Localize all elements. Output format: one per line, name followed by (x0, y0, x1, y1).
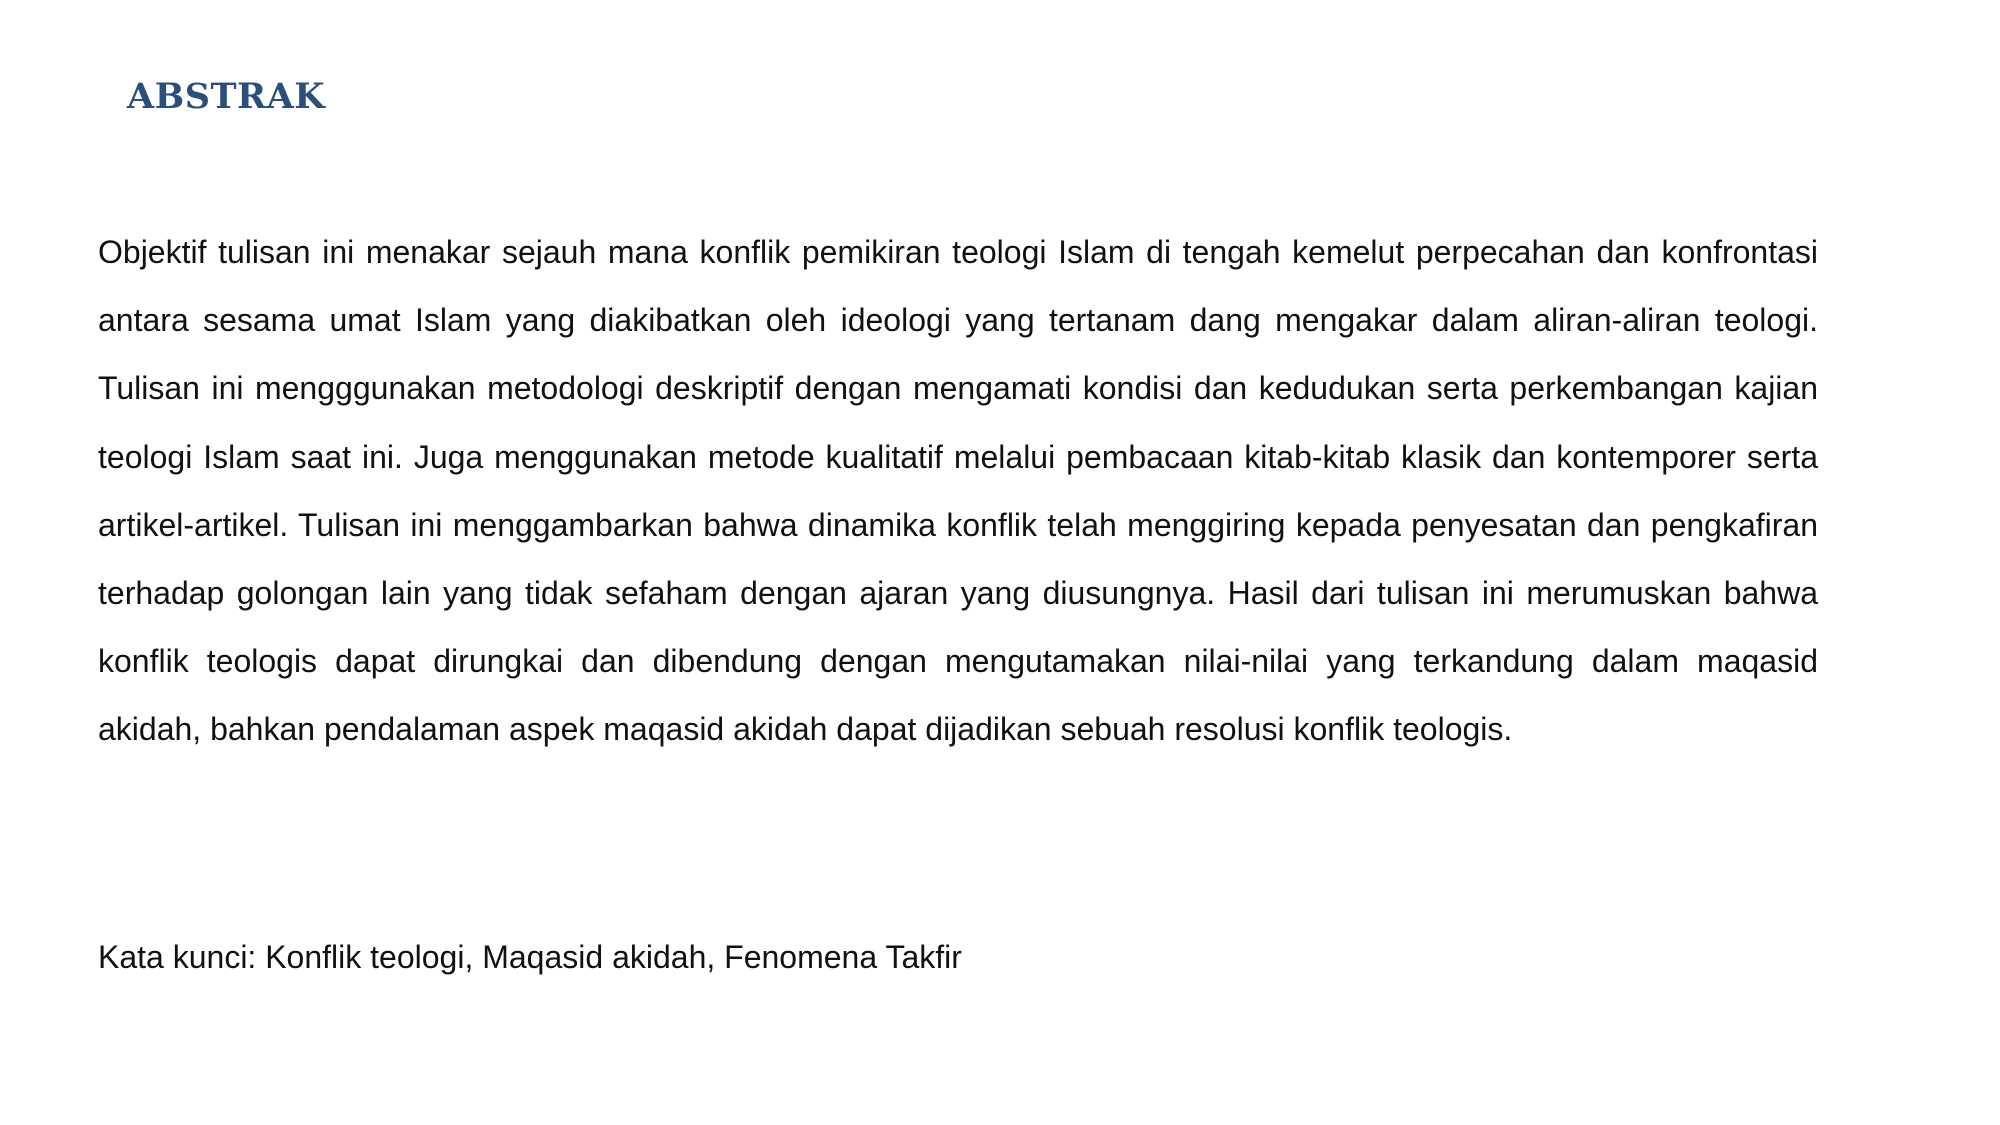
abstract-heading: ABSTRAK (127, 76, 326, 117)
keywords-line: Kata kunci: Konflik teologi, Maqasid akidah, Fenomena Takfir (98, 939, 962, 975)
abstract-body-text: Objektif tulisan ini menakar sejauh mana konflik pemikiran teologi Islam di tengah kemelut perpecahan dan konfrontasi antara sesama umat Islam yang diakibatkan oleh ideologi yang tertanam dang mengakar dalam aliran-aliran teologi. Tulisan ini mengggunakan metodologi deskriptif dengan mengamati kondisi dan kedudukan serta perkembangan kajian teologi Islam saat ini. Juga menggunakan metode kualitatif melalui pembacaan kitab-kitab klasik dan kontemporer serta artikel-artikel. Tulisan ini menggambarkan bahwa dinamika konflik telah menggiring kepada penyesatan dan pengkafiran terhadap golongan lain yang tidak sefaham dengan ajaran yang diusungnya. Hasil dari tulisan ini merumuskan bahwa konflik teologis dapat dirungkai dan dibendung dengan mengutamakan nilai-nilai yang terkandung dalam maqasid akidah, bahkan pendalaman aspek maqasid akidah dapat dijadikan sebuah resolusi konflik teologis. (98, 234, 1818, 748)
